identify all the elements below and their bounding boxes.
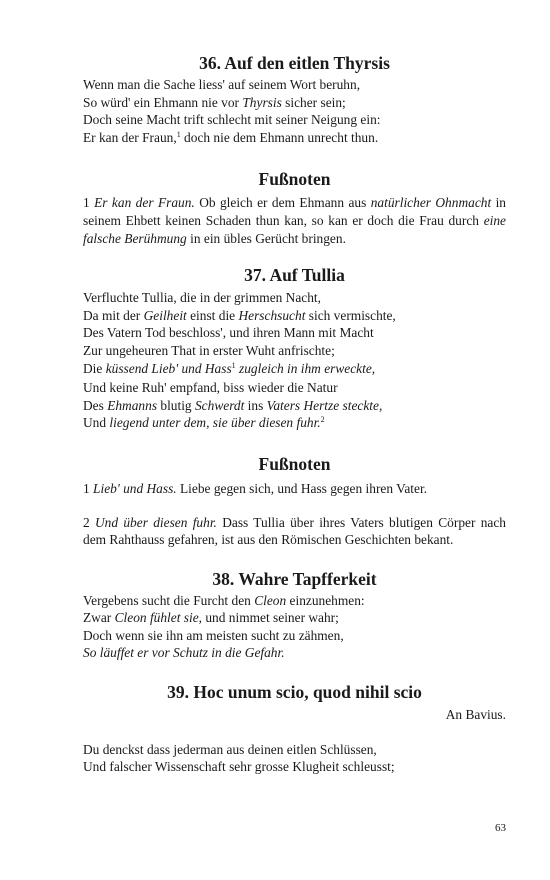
text-run: Doch seine Macht trift schlecht mit seiner Neigung ein: — [83, 112, 381, 128]
text-run: Und — [83, 415, 110, 431]
footnote — [83, 514, 506, 549]
poem-title: 38. Wahre Tapfferkeit — [212, 568, 377, 589]
text-run: in ein übles Gerücht bringen. — [186, 230, 346, 246]
text-run: Und falscher Wissenschaft sehr grosse Klugheit schleusst; — [83, 759, 395, 775]
verse-line — [83, 324, 506, 342]
text-run: Da mit der — [83, 307, 144, 323]
verse-line — [83, 129, 506, 149]
verse-line — [83, 342, 506, 360]
verse-line — [83, 627, 506, 645]
text-run: ins — [244, 397, 267, 413]
verse-line — [83, 307, 506, 325]
poem-title: 36. Auf den eitlen Thyrsis — [199, 53, 390, 73]
text-run: Du denckst dass jederman aus deinen eitlen Schlüssen, — [83, 741, 377, 757]
footnotes-heading: Fußnoten — [258, 453, 331, 474]
verse-line — [83, 397, 506, 415]
italic-text: Er kan der Fraun. — [94, 195, 195, 211]
verse-line — [83, 414, 506, 434]
poem-title: 37. Auf Tullia — [244, 265, 345, 286]
verse-line — [83, 644, 506, 662]
text-run: 1 — [83, 195, 95, 211]
poem-body — [83, 289, 506, 434]
text-run: Des — [83, 397, 108, 413]
footnote — [83, 480, 506, 498]
italic-text: So läuffet er vor Schutz in die Gefahr. — [83, 645, 285, 661]
italic-text: Und über diesen fuhr. — [95, 514, 217, 530]
italic-text: Cleon — [254, 592, 287, 608]
italic-text: Schwerdt — [194, 397, 245, 413]
text-run: Die — [83, 360, 106, 376]
verse-line — [83, 94, 506, 112]
text-run: sich vermischte, — [305, 307, 396, 323]
page-body — [83, 52, 506, 776]
verse-line — [83, 111, 506, 129]
poem-body — [83, 741, 506, 776]
footnote-marker: 1 — [231, 360, 236, 370]
italic-text: Thyrsis — [242, 94, 282, 110]
verse-line — [83, 360, 506, 380]
text-run: Ob gleich er dem Ehmann aus — [194, 195, 371, 211]
text-run: Und keine Ruh' empfand, biss wieder die Natur — [83, 380, 338, 396]
text-run: blutig — [157, 397, 195, 413]
text-run: in seinem Ehbett keinen Schaden thun kan, so kan er doch die Frau durch — [83, 195, 507, 228]
verse-line — [83, 289, 506, 307]
footnotes — [83, 194, 506, 247]
text-run: Er kan der Fraun, — [83, 129, 177, 145]
italic-text: küssend Lieb' und Hass — [105, 360, 232, 376]
text-run: 1 — [83, 480, 94, 496]
italic-text: Ehmanns — [107, 397, 158, 413]
italic-text: eine falsche Berühmung — [83, 212, 506, 246]
text-run: Wenn man die Sache liess' auf seinem Wort beruhn, — [83, 77, 361, 92]
poem-title: 39. Hoc unum scio, quod nihil scio — [167, 682, 422, 703]
italic-text: Lieb' und Hass. — [93, 480, 177, 496]
text-run: Verfluchte Tullia, die in der grimmen Nacht, — [83, 290, 322, 306]
text-run: sicher sein; — [281, 94, 346, 110]
verse-line — [83, 758, 506, 776]
footnote-marker: 2 — [320, 415, 325, 425]
dedication: An Bavius. — [445, 707, 506, 723]
text-run: Vergebens sucht die Furcht den — [83, 592, 255, 608]
verse-line — [83, 592, 506, 610]
text-run: 2 — [83, 514, 95, 530]
text-run: Dass Tullia über ihres Vaters blutigen Cörper nach dem Rahthauss gefahren, ist aus den Römischen Geschichten bekant. — [83, 514, 506, 548]
text-run: und nimmet seiner wahr; — [202, 610, 339, 626]
italic-text: Vaters Hertze steckte, — [266, 397, 383, 413]
text-run: einst die — [186, 307, 239, 323]
text-run: Zur ungeheuren That in erster Wuht anfrischte; — [83, 342, 335, 358]
footnote-marker: 1 — [176, 129, 181, 139]
text-run: So würd' ein Ehmann nie vor — [83, 94, 243, 110]
poem-body — [83, 592, 506, 662]
footnotes-heading: Fußnoten — [258, 169, 331, 190]
verse-line — [83, 741, 506, 759]
text-run: Des Vatern Tod beschloss', und ihren Mann mit Macht — [83, 325, 374, 341]
italic-text: Herschsucht — [238, 307, 306, 323]
italic-text: liegend unter dem, sie über diesen fuhr. — [109, 415, 321, 431]
poem-body — [83, 76, 506, 148]
text-run: Doch wenn sie ihn am meisten sucht zu zähmen, — [83, 627, 344, 643]
italic-text: zugleich in ihm erweckte, — [235, 360, 376, 376]
footnotes — [83, 480, 506, 549]
verse-line — [83, 76, 506, 94]
footnote — [83, 194, 506, 247]
text-run: einzunehmen: — [286, 592, 365, 608]
verse-line — [83, 379, 506, 397]
verse-line — [83, 609, 506, 627]
page-number: 63 — [495, 822, 506, 834]
text-run: doch nie dem Ehmann unrecht thun. — [180, 129, 379, 145]
text-run: Liebe gegen sich, und Hass gegen ihren Vater. — [176, 480, 428, 496]
italic-text: Geilheit — [143, 307, 187, 323]
italic-text: natürlicher Ohnmacht — [370, 195, 492, 211]
text-run: Zwar — [83, 610, 115, 626]
italic-text: Cleon fühlet sie, — [114, 610, 203, 626]
